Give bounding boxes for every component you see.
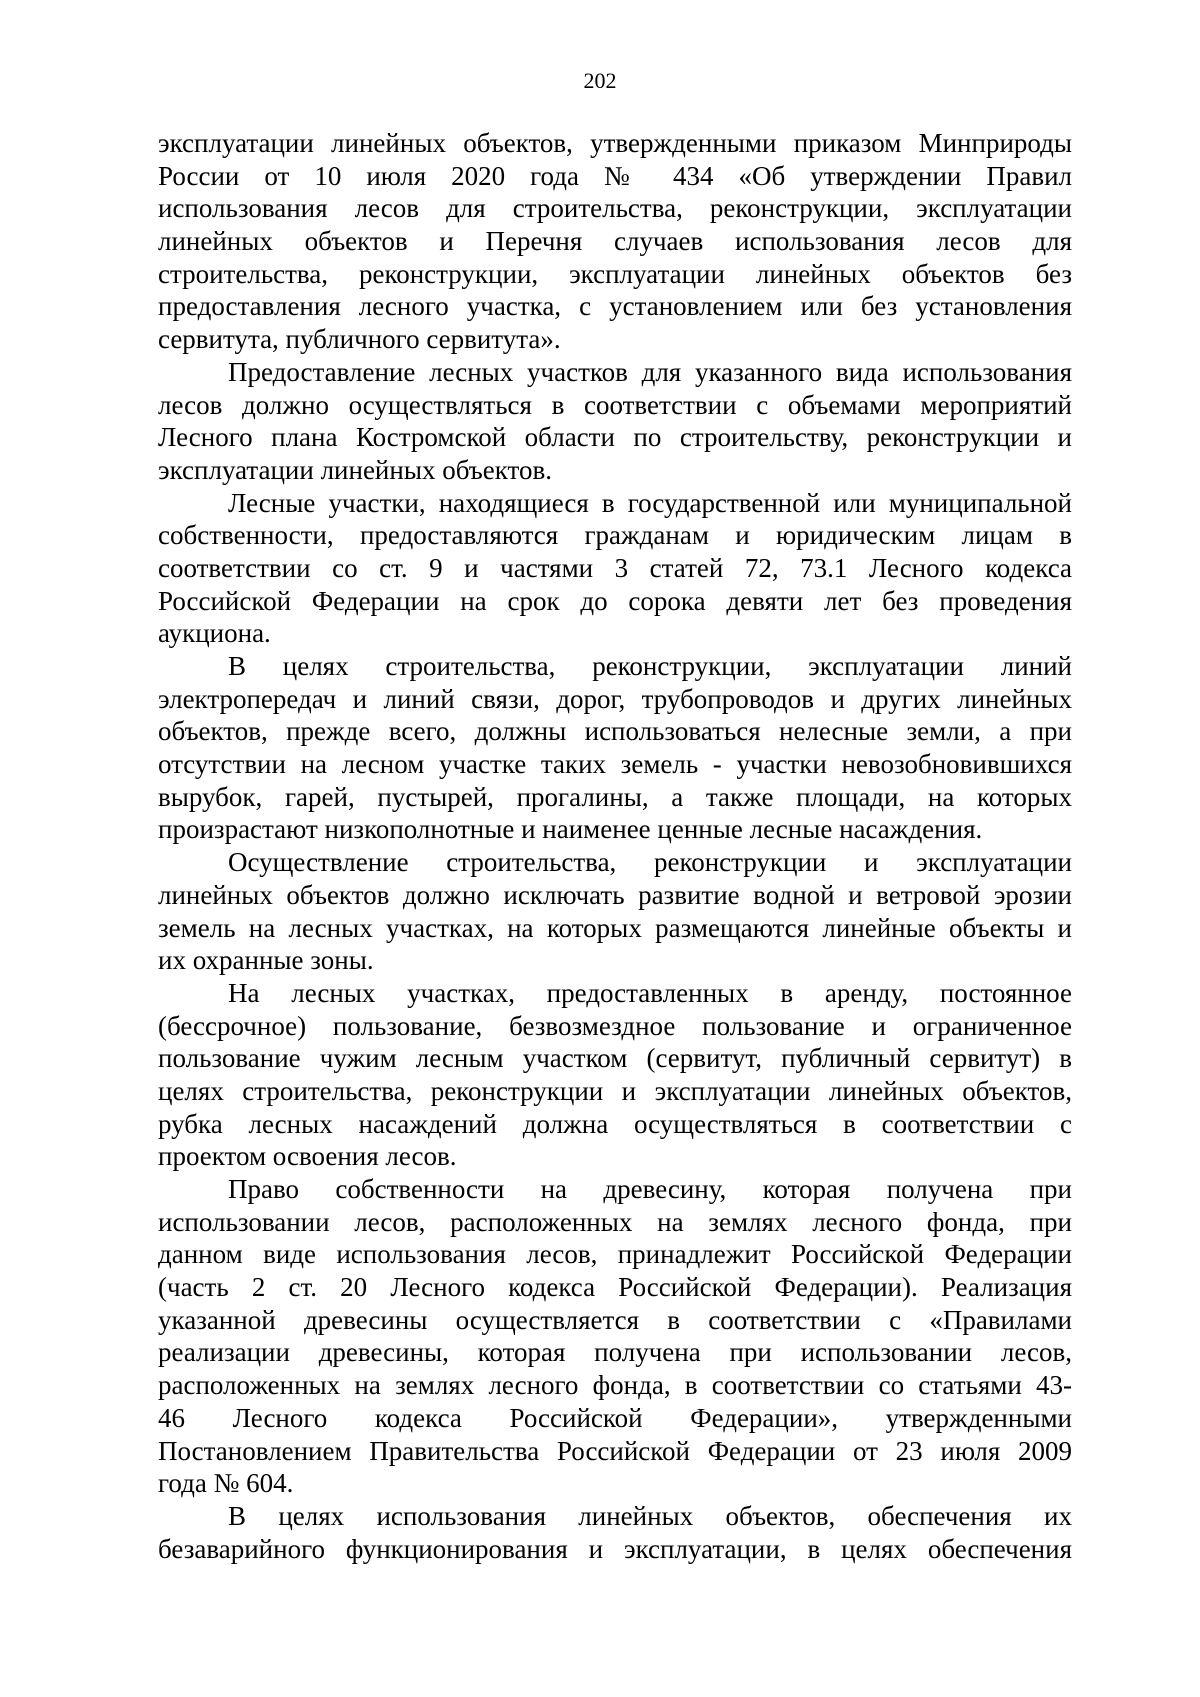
text-line: линейных объектов должно исключать развитие водной и ветровой эрозии <box>158 879 1072 910</box>
text-line: данном виде использования лесов, принадлежит Российской Федерации <box>158 1239 1072 1270</box>
text-line: 46 Лесного кодекса Российской Федерации», утвержденными <box>158 1402 1072 1433</box>
text-line: пользование чужим лесным участком (сервитут, публичный сервитут) в <box>158 1043 1072 1074</box>
text-line: года № 604. <box>158 1468 294 1499</box>
text-line: Лесные участки, находящиеся в государственной или муниципальной <box>228 487 1072 518</box>
text-line: На лесных участках, предоставленных в аренду, постоянное <box>228 977 1072 1008</box>
text-line: отсутствии на лесном участке таких земель - участки невозобновившихся <box>158 749 1072 780</box>
text-line: их охранные зоны. <box>158 945 374 976</box>
text-line: указанной древесины осуществляется в соответствии с «Правилами <box>158 1304 1072 1335</box>
text-line: вырубок, гарей, пустырей, прогалины, а также площади, на которых <box>158 781 1072 812</box>
text-line: строительства, реконструкции, эксплуатации линейных объектов без <box>158 258 1072 289</box>
text-line: реализации древесины, которая получена при использовании лесов, <box>158 1337 1072 1368</box>
text-line: России от 10 июля 2020 года № 434 «Об утверждении Правил <box>158 160 1072 191</box>
text-line: проектом освоения лесов. <box>158 1141 457 1172</box>
text-line: линейных объектов и Перечня случаев использования лесов для <box>158 226 1072 257</box>
text-line: рубка лесных насаждений должна осуществляться в соответствии с <box>158 1108 1072 1139</box>
text-line: (бессрочное) пользование, безвозмездное пользование и ограниченное <box>158 1010 1072 1041</box>
text-line: использования лесов для строительства, реконструкции, эксплуатации <box>158 193 1072 224</box>
text-line: собственности, предоставляются гражданам и юридическим лицам в <box>158 520 1072 551</box>
text-line: Постановлением Правительства Российской Федерации от 23 июля 2009 <box>158 1435 1072 1466</box>
text-line: объектов, прежде всего, должны использоваться нелесные земли, а при <box>158 716 1072 747</box>
text-line: Право собственности на древесину, которая получена при <box>228 1174 1072 1204</box>
text-line: В целях строительства, реконструкции, эксплуатации линий <box>228 651 1072 681</box>
text-line: Российской Федерации на срок до сорока девяти лет без проведения <box>158 585 1072 616</box>
text-line: безаварийного функционирования и эксплуатации, в целях обеспечения <box>158 1533 1072 1564</box>
text-line: соответствии со ст. 9 и частями 3 статей 72, 73.1 Лесного кодекса <box>158 552 1072 583</box>
text-line: эксплуатации линейных объектов, утвержденными приказом Минприроды <box>158 128 1072 158</box>
text-line: земель на лесных участках, на которых размещаются линейные объекты и <box>158 912 1072 943</box>
text-line: Лесного плана Костромской области по строительству, реконструкции и <box>158 422 1072 453</box>
text-line: (часть 2 ст. 20 Лесного кодекса Российской Федерации). Реализация <box>158 1272 1072 1303</box>
text-line: Осуществление строительства, реконструкции и эксплуатации <box>228 847 1072 878</box>
text-line: В целях использования линейных объектов, обеспечения их <box>228 1500 1072 1531</box>
text-line: произрастают низкополнотные и наименее ценные лесные насаждения. <box>158 814 983 845</box>
document-body <box>158 127 1072 1565</box>
text-line: Предоставление лесных участков для указанного вида использования <box>228 356 1072 387</box>
text-line: аукциона. <box>158 618 271 649</box>
text-line: лесов должно осуществляться в соответствии с объемами мероприятий <box>158 389 1072 420</box>
text-line: предоставления лесного участка, с установлением или без установления <box>158 291 1072 322</box>
page-number: 202 <box>583 68 617 93</box>
text-line: расположенных на землях лесного фонда, в соответствии со статьями 43- <box>158 1370 1072 1401</box>
text-line: сервитута, публичного сервитута». <box>158 324 561 355</box>
text-line: электропередач и линий связи, дорог, трубопроводов и других линейных <box>158 683 1072 714</box>
text-line: целях строительства, реконструкции и эксплуатации линейных объектов, <box>158 1075 1072 1106</box>
text-line: использовании лесов, расположенных на землях лесного фонда, при <box>158 1206 1072 1237</box>
text-line: эксплуатации линейных объектов. <box>158 454 552 485</box>
